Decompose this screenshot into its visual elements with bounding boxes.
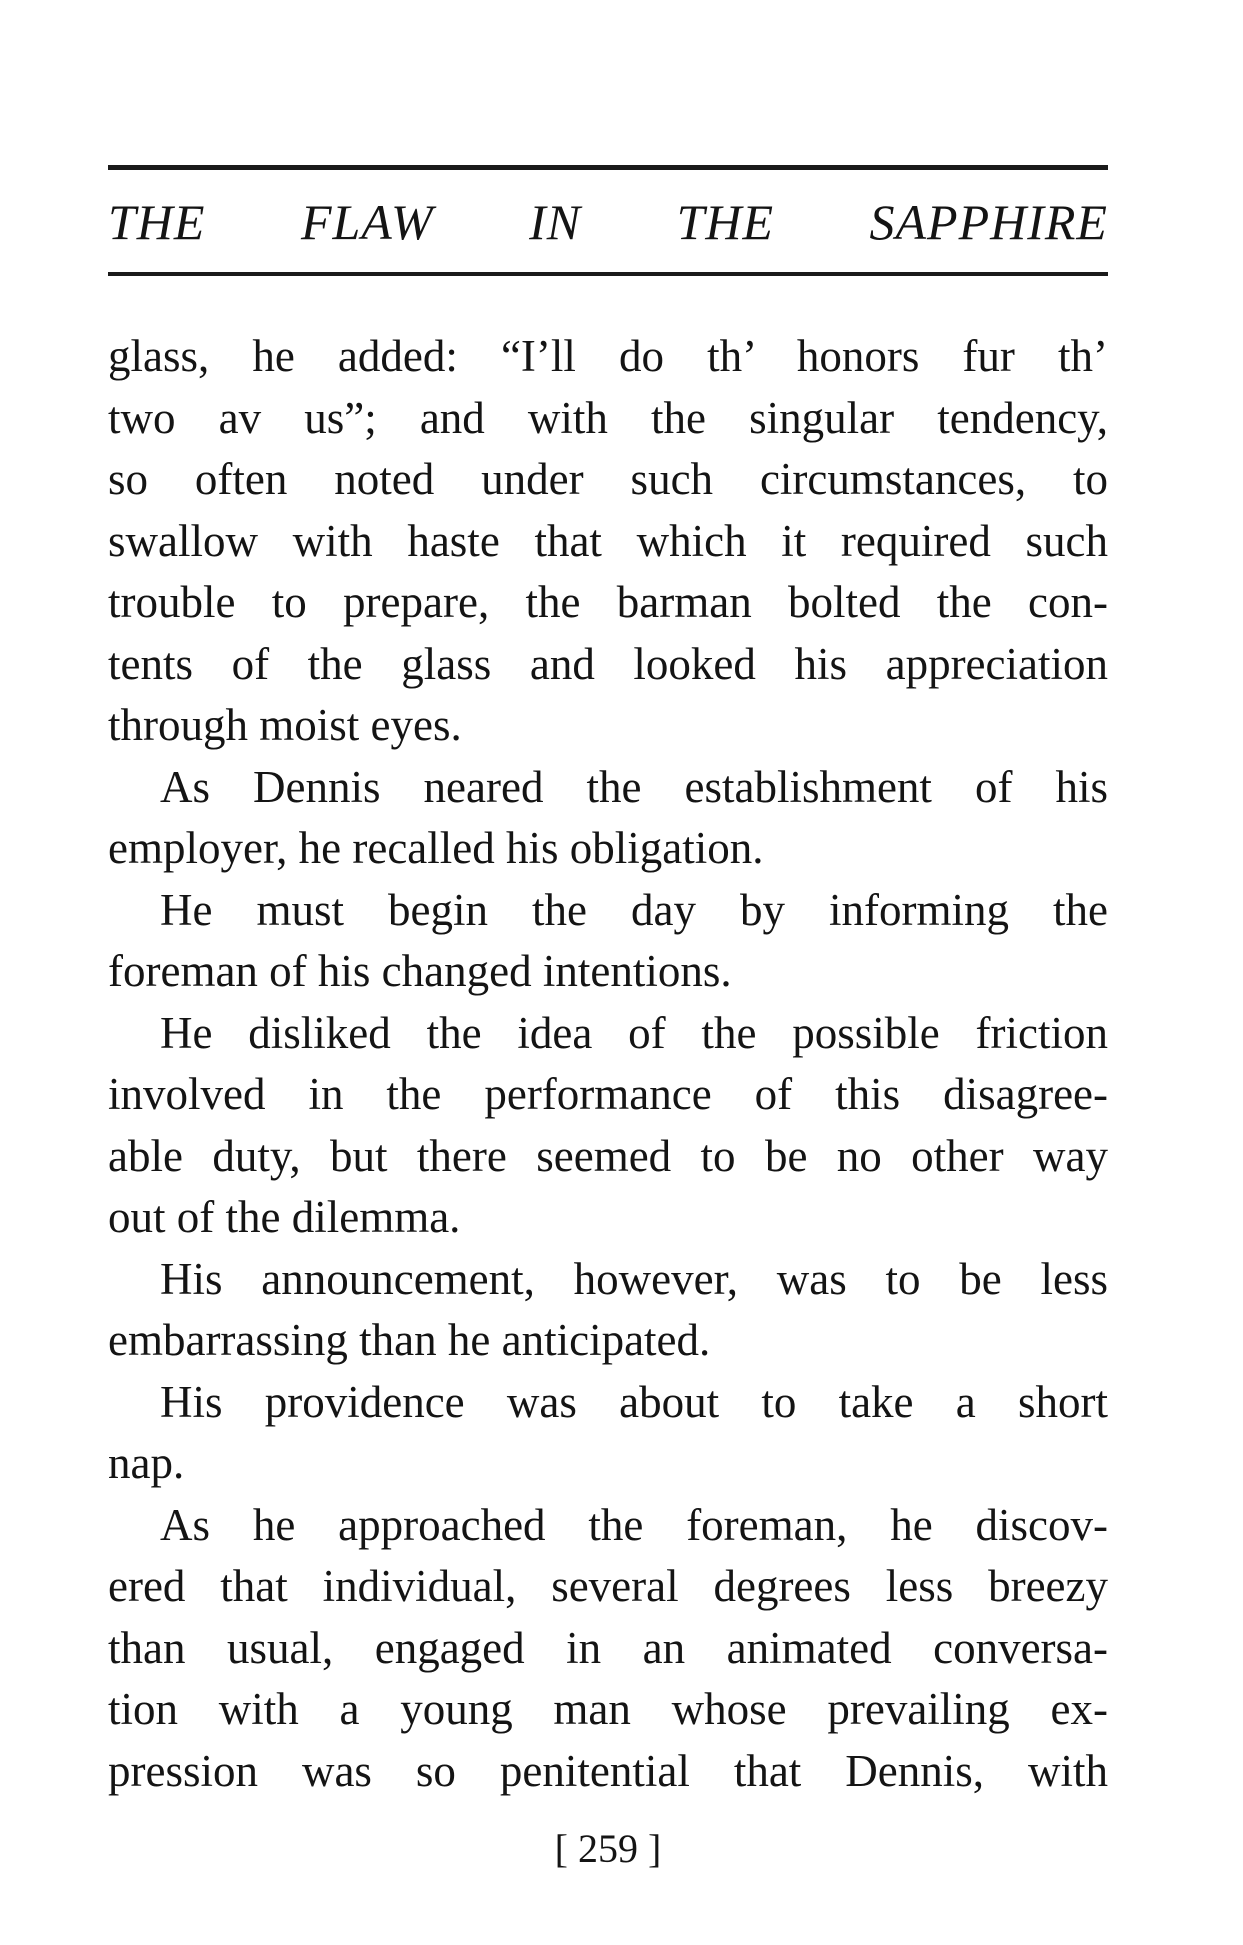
running-head-word: THE — [676, 194, 775, 250]
text-line: As he approached the foreman, he discov- — [160, 1499, 1108, 1550]
text-line: glass, he added: “I’ll do th’ honors fur th’ — [108, 331, 1108, 381]
text-line: His announcement, however, was to be less — [160, 1253, 1108, 1304]
page-number: [ 259 ] — [554, 1826, 662, 1871]
running-head — [108, 192, 1108, 252]
text-line: He must begin the day by informing the — [160, 884, 1108, 935]
text-line: than usual, engaged in an animated conversa- — [108, 1622, 1108, 1673]
text-line: pression was so penitential that Dennis, with — [108, 1745, 1108, 1796]
text-line: As Dennis neared the establishment of his — [160, 761, 1108, 812]
header-rule-top — [108, 165, 1108, 170]
running-head-word: THE — [108, 194, 206, 250]
text-line: able duty, but there seemed to be no other way — [108, 1130, 1108, 1181]
text-line: His providence was about to take a short — [160, 1376, 1108, 1427]
text-line: tents of the glass and looked his appreciation — [108, 638, 1108, 689]
text-line: two av us”; and with the singular tendency, — [108, 392, 1108, 443]
text-line: trouble to prepare, the barman bolted the con- — [108, 577, 1108, 627]
body-text — [108, 326, 1108, 1802]
text-line: through moist eyes. — [108, 700, 462, 750]
text-line: out of the dilemma. — [108, 1192, 461, 1242]
text-line: swallow with haste that which it required such — [108, 515, 1108, 566]
text-line: nap. — [108, 1438, 185, 1488]
text-line: embarrassing than he anticipated. — [108, 1315, 711, 1365]
running-head-word: IN — [529, 194, 582, 250]
header-rule-bottom — [108, 272, 1108, 276]
text-line: He disliked the idea of the possible friction — [160, 1007, 1108, 1058]
text-line: so often noted under such circumstances, to — [108, 454, 1108, 504]
text-line: involved in the performance of this disagree- — [108, 1069, 1108, 1119]
running-head-word: FLAW — [300, 194, 434, 250]
running-head-word: SAPPHIRE — [869, 194, 1108, 250]
text-line: employer, he recalled his obligation. — [108, 823, 764, 873]
text-line: tion with a young man whose prevailing ex- — [108, 1684, 1108, 1734]
text-line: ered that individual, several degrees less breezy — [108, 1561, 1108, 1611]
book-page — [108, 0, 1108, 1945]
text-line: foreman of his changed intentions. — [108, 946, 732, 996]
